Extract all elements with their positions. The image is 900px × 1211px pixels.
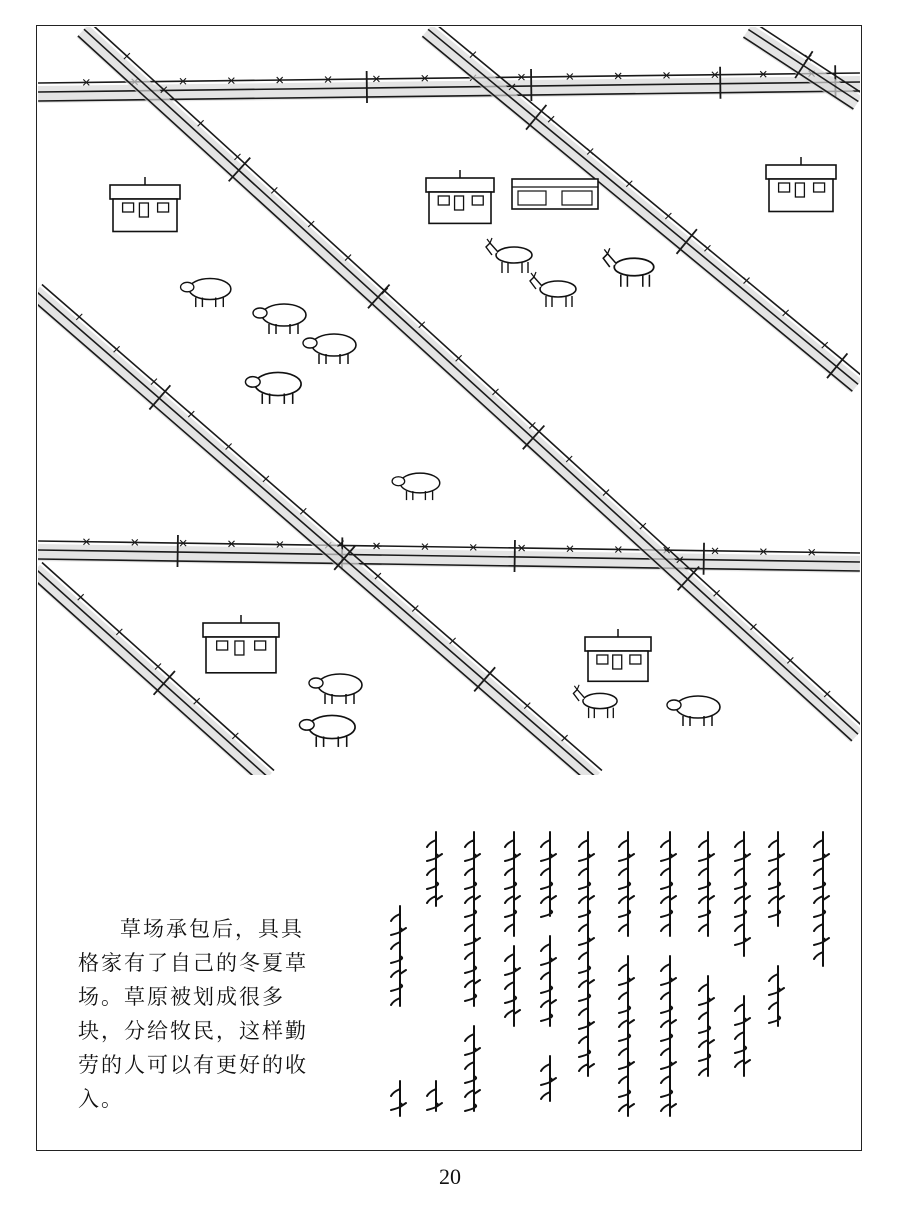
mongolian-script-word	[619, 832, 634, 936]
sheep-6	[309, 674, 362, 704]
goat-2	[530, 272, 576, 307]
chinese-caption: 草场承包后，具具格家有了自己的冬夏草场。草原被划成很多块，分给牧民，这样勤劳的人可以有更好的收入。	[78, 917, 308, 1111]
mongolian-script-word	[427, 1081, 442, 1111]
sheep-4	[245, 372, 301, 404]
fence-horizontal-middle	[38, 535, 860, 575]
mongolian-script-word	[541, 1056, 556, 1101]
house-top-center	[426, 170, 494, 223]
grassland-fence-scene	[38, 27, 860, 775]
mongolian-script-word	[579, 832, 594, 1076]
mongolian-script-word	[541, 832, 556, 917]
mongolian-script-word	[769, 966, 784, 1026]
mongolian-script-word	[699, 976, 714, 1076]
fences	[38, 27, 860, 775]
house-bottom-left	[203, 615, 279, 673]
goat-1	[486, 238, 532, 273]
house-top-left	[110, 177, 180, 232]
sheep-3	[303, 334, 356, 364]
sheep-7	[299, 715, 355, 747]
page-number: 20	[439, 1164, 461, 1189]
shed	[512, 179, 598, 209]
mongolian-caption	[378, 826, 838, 1136]
goat-3	[603, 248, 654, 286]
mongolian-script-word	[661, 832, 676, 936]
fence-diagonal-corner	[742, 27, 860, 111]
mongolian-script-word	[505, 832, 520, 936]
mongolian-script-word	[735, 832, 750, 956]
fence-diagonal-main	[77, 27, 860, 742]
mongolian-script-word	[769, 832, 784, 926]
mongolian-script-word	[735, 996, 750, 1076]
mongolian-script-word	[465, 832, 480, 1006]
fence-diagonal-middle-left	[38, 284, 602, 775]
grassland-illustration	[38, 27, 860, 775]
mongolian-script-word	[699, 832, 714, 936]
mongolian-script-word	[427, 832, 442, 906]
goat-4	[573, 685, 617, 718]
mongolian-script-word	[541, 936, 556, 1026]
mongolian-script-word	[661, 956, 676, 1116]
mongolian-script-word	[465, 1026, 480, 1111]
mongolian-script-word	[391, 1081, 406, 1116]
sheep-8	[667, 696, 720, 726]
mongolian-script-word	[391, 906, 406, 1006]
mongolian-script-word	[619, 956, 634, 1116]
mongolian-script-word	[505, 946, 520, 1026]
mongolian-script-columns	[378, 826, 838, 1136]
sheep-5	[392, 473, 440, 500]
house-bottom-right	[585, 629, 651, 681]
sheep-1	[181, 279, 231, 308]
sheep-2	[253, 304, 306, 334]
mongolian-script-word	[814, 832, 829, 966]
house-top-right	[766, 157, 836, 212]
